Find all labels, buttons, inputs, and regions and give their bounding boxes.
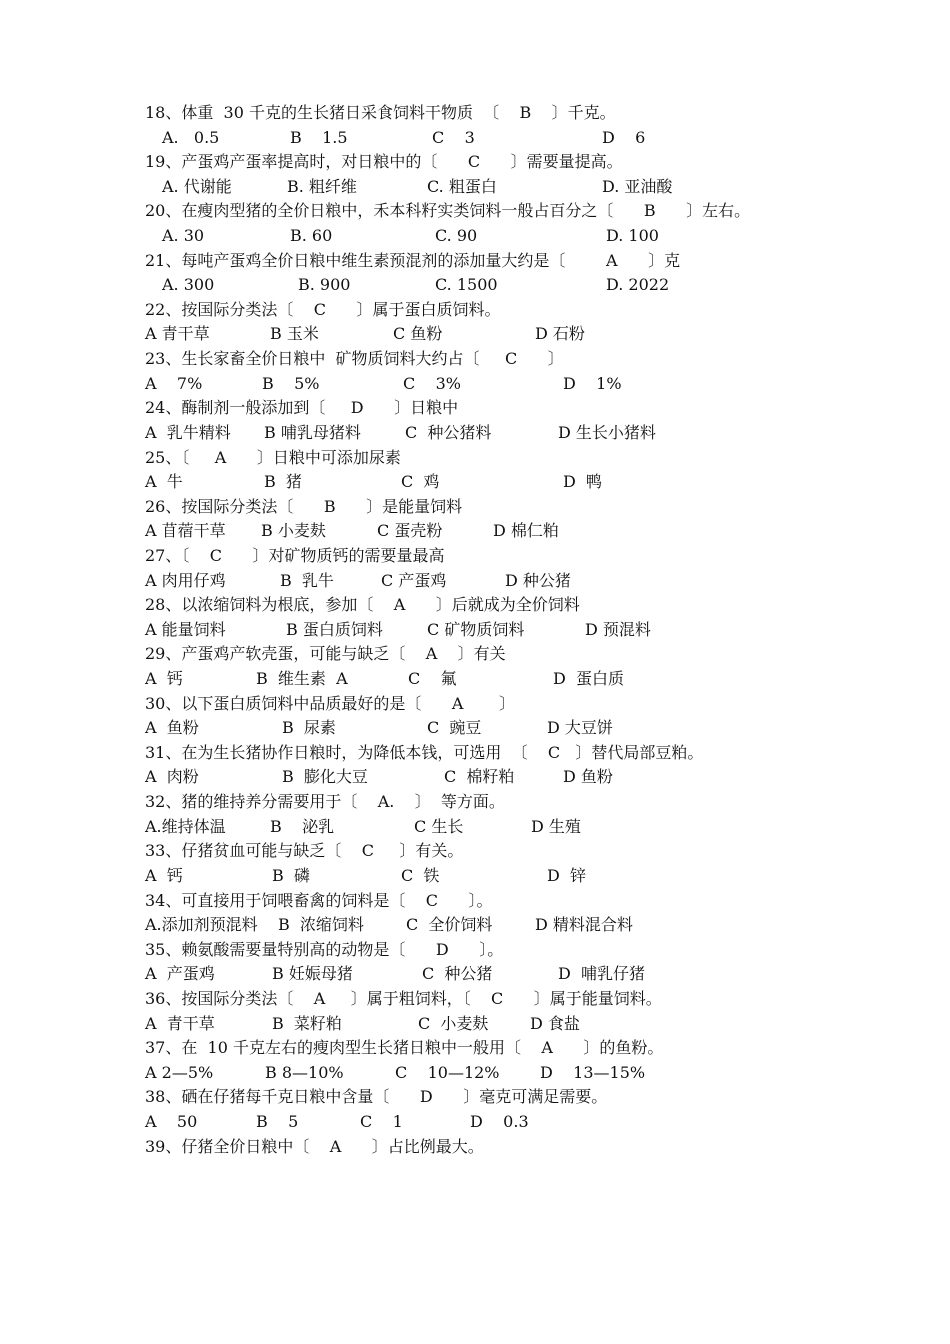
option-b: B 猪	[264, 472, 302, 492]
question-block	[0, 544, 950, 593]
option-d: D 6	[602, 127, 646, 147]
options-row	[0, 913, 950, 938]
option-d: D. 100	[606, 226, 659, 246]
option-d: D 食盐	[530, 1013, 580, 1033]
options-row	[0, 126, 950, 151]
option-d: D 1%	[563, 373, 622, 393]
question-text: 37、在 10 千克左右的瘦肉型生长猪日粮中一般用〔 A 〕的鱼粉。	[145, 1038, 664, 1058]
options-row	[0, 962, 950, 987]
question-block	[0, 741, 950, 790]
question-text: 25、〔 A 〕日粮中可添加尿素	[145, 447, 401, 467]
option-b: B 泌乳	[270, 816, 335, 836]
option-c: C 棉籽粕	[444, 767, 515, 787]
option-b: B 5	[256, 1111, 299, 1131]
option-c: C 10—12%	[395, 1062, 500, 1082]
option-c: C 豌豆	[427, 718, 482, 738]
options-row	[0, 1061, 950, 1086]
question-block	[0, 790, 950, 839]
options-row	[0, 470, 950, 495]
option-b: B. 900	[298, 275, 351, 295]
option-a: A 产蛋鸡	[145, 964, 215, 984]
option-d: D 大豆饼	[547, 718, 613, 738]
option-a: A. 30	[162, 226, 205, 246]
option-d: D 石粉	[535, 324, 585, 344]
option-b: B 维生素 A	[256, 669, 348, 689]
option-c: C 生长	[414, 816, 464, 836]
question-text: 27、〔 C 〕对矿物质钙的需要量最高	[145, 545, 445, 565]
question-text: 28、以浓缩饲料为根底，参加〔 A 〕后就成为全价饲料	[145, 595, 580, 615]
option-a: A 7%	[145, 373, 203, 393]
question-text: 36、按国际分类法〔 A 〕属于粗饲料，〔 C 〕属于能量饲料。	[145, 988, 662, 1008]
question-block	[0, 446, 950, 495]
option-d: D 蛋白质	[553, 669, 625, 689]
option-d: D 哺乳仔猪	[558, 964, 646, 984]
option-a: A 能量饲料	[145, 619, 226, 639]
option-a: A 青干草	[145, 324, 210, 344]
question-block	[0, 101, 950, 150]
question-text: 34、可直接用于饲喂畜禽的饲料是〔 C 〕。	[145, 890, 493, 910]
option-c: C 产蛋鸡	[381, 570, 447, 590]
option-a: A. 300	[162, 275, 215, 295]
option-d: D 种公猪	[505, 570, 571, 590]
question-block	[0, 347, 950, 396]
question-block	[0, 298, 950, 347]
option-c: C 矿物质饲料	[427, 619, 525, 639]
option-a: A 苜蓿干草	[145, 521, 226, 541]
option-a: A 2—5%	[145, 1062, 214, 1082]
option-d: D. 亚油酸	[602, 176, 673, 196]
question-block	[0, 249, 950, 298]
option-d: D 生殖	[531, 816, 581, 836]
question-text: 38、硒在仔猪每千克日粮中含量〔 D 〕毫克可满足需要。	[145, 1087, 608, 1107]
option-c: C 种公猪	[422, 964, 493, 984]
option-a: A.添加剂预混料	[145, 915, 258, 935]
options-row	[0, 765, 950, 790]
question-text: 33、仔猪贫血可能与缺乏〔 C 〕有关。	[145, 841, 464, 861]
options-row	[0, 864, 950, 889]
option-b: B 小麦麸	[261, 521, 326, 541]
option-b: B 磷	[272, 865, 310, 885]
question-block	[0, 987, 950, 1036]
question-text: 22、按国际分类法〔 C 〕属于蛋白质饲料。	[145, 299, 501, 319]
question-text: 23、生长家畜全价日粮中 矿物质饲料大约占〔 C 〕	[145, 349, 564, 369]
option-c: C 1	[360, 1111, 403, 1131]
options-row	[0, 372, 950, 397]
option-d: D 鸭	[563, 472, 603, 492]
question-text: 19、产蛋鸡产蛋率提高时，对日粮中的〔 C 〕需要量提高。	[145, 152, 623, 172]
option-b: B. 60	[290, 226, 333, 246]
option-b: B 膨化大豆	[282, 767, 368, 787]
option-c: C. 粗蛋白	[427, 176, 497, 196]
options-row	[0, 175, 950, 200]
option-c: C 氟	[408, 669, 457, 689]
question-block	[0, 692, 950, 741]
question-text: 30、以下蛋白质饲料中品质最好的是〔 A 〕	[145, 693, 516, 713]
option-b: B 乳牛	[280, 570, 334, 590]
question-block	[0, 150, 950, 199]
option-d: D 生长小猪料	[558, 422, 656, 442]
option-a: A 钙	[145, 669, 183, 689]
option-c: C 鱼粉	[393, 324, 443, 344]
question-block	[0, 839, 950, 888]
question-text: 32、猪的维持养分需要用于〔 A. 〕 等方面。	[145, 792, 505, 812]
question-block	[0, 889, 950, 938]
option-b: B 妊娠母猪	[272, 964, 353, 984]
question-text: 29、产蛋鸡产软壳蛋，可能与缺乏〔 A 〕有关	[145, 644, 506, 664]
options-row	[0, 1012, 950, 1037]
option-a: A 肉粉	[145, 767, 199, 787]
question-text: 26、按国际分类法〔 B 〕是能量饲料	[145, 496, 463, 516]
option-d: D 锌	[547, 865, 587, 885]
option-c: C 蛋壳粉	[377, 521, 443, 541]
option-c: C 种公猪料	[405, 422, 492, 442]
question-text: 24、酶制剂一般添加到〔 D 〕日粮中	[145, 398, 459, 418]
option-b: B 尿素	[282, 718, 336, 738]
option-c: C 全价饲料	[406, 915, 493, 935]
question-text: 35、赖氨酸需要量特别高的动物是〔 D 〕。	[145, 939, 504, 959]
options-row	[0, 569, 950, 594]
option-d: D 0.3	[470, 1111, 529, 1131]
option-c: C 鸡	[401, 472, 440, 492]
options-row	[0, 667, 950, 692]
question-text: 20、在瘦肉型猪的全价日粮中，禾本科籽实类饲料一般占百分之〔 B 〕左右。	[145, 201, 751, 221]
option-a: A 青干草	[145, 1013, 215, 1033]
options-row	[0, 618, 950, 643]
options-row	[0, 322, 950, 347]
question-block	[0, 642, 950, 691]
question-block	[0, 593, 950, 642]
options-row	[0, 716, 950, 741]
options-row	[0, 815, 950, 840]
question-text: 31、在为生长猪协作日粮时，为降低本钱，可选用 〔 C 〕替代局部豆粕。	[145, 742, 704, 762]
option-a: A 50	[145, 1111, 198, 1131]
option-d: D. 2022	[606, 275, 670, 295]
question-text: 39、仔猪全价日粮中〔 A 〕占比例最大。	[145, 1136, 484, 1156]
option-d: D 棉仁粕	[493, 521, 559, 541]
option-b: B. 粗纤维	[287, 176, 357, 196]
option-c: C. 90	[435, 226, 478, 246]
option-c: C 3%	[403, 373, 461, 393]
options-row	[0, 519, 950, 544]
question-block	[0, 1085, 950, 1134]
option-a: A. 0.5	[162, 127, 220, 147]
option-a: A 鱼粉	[145, 718, 199, 738]
question-block	[0, 1135, 950, 1160]
option-b: B 5%	[262, 373, 320, 393]
option-c: C 3	[432, 127, 475, 147]
question-block	[0, 495, 950, 544]
options-row	[0, 224, 950, 249]
option-b: B 浓缩饲料	[278, 915, 364, 935]
option-a: A. 代谢能	[162, 176, 232, 196]
option-c: C 小麦麸	[418, 1013, 489, 1033]
option-d: D 鱼粉	[563, 767, 613, 787]
option-a: A 乳牛精料	[145, 422, 231, 442]
option-b: B 1.5	[290, 127, 348, 147]
option-b: B 哺乳母猪料	[264, 422, 361, 442]
option-a: A.维持体温	[145, 816, 226, 836]
question-list	[0, 101, 950, 1159]
question-block	[0, 1036, 950, 1085]
option-d: D 精料混合料	[535, 915, 633, 935]
options-row	[0, 273, 950, 298]
options-row	[0, 1110, 950, 1135]
option-b: B 玉米	[270, 324, 319, 344]
option-b: B 菜籽粕	[272, 1013, 342, 1033]
options-row	[0, 421, 950, 446]
option-a: A 牛	[145, 472, 183, 492]
question-block	[0, 199, 950, 248]
option-b: B 8—10%	[265, 1062, 344, 1082]
option-a: A 钙	[145, 865, 183, 885]
option-a: A 肉用仔鸡	[145, 570, 226, 590]
option-c: C. 1500	[435, 275, 498, 295]
option-d: D 预混料	[585, 619, 651, 639]
option-d: D 13—15%	[540, 1062, 646, 1082]
question-text: 21、每吨产蛋鸡全价日粮中维生素预混剂的添加量大约是〔 A 〕克	[145, 250, 681, 270]
question-block	[0, 396, 950, 445]
option-c: C 铁	[401, 865, 440, 885]
question-block	[0, 938, 950, 987]
option-b: B 蛋白质饲料	[286, 619, 383, 639]
question-text: 18、体重 30 千克的生长猪日采食饲料干物质 〔 B 〕千克。	[145, 103, 616, 122]
